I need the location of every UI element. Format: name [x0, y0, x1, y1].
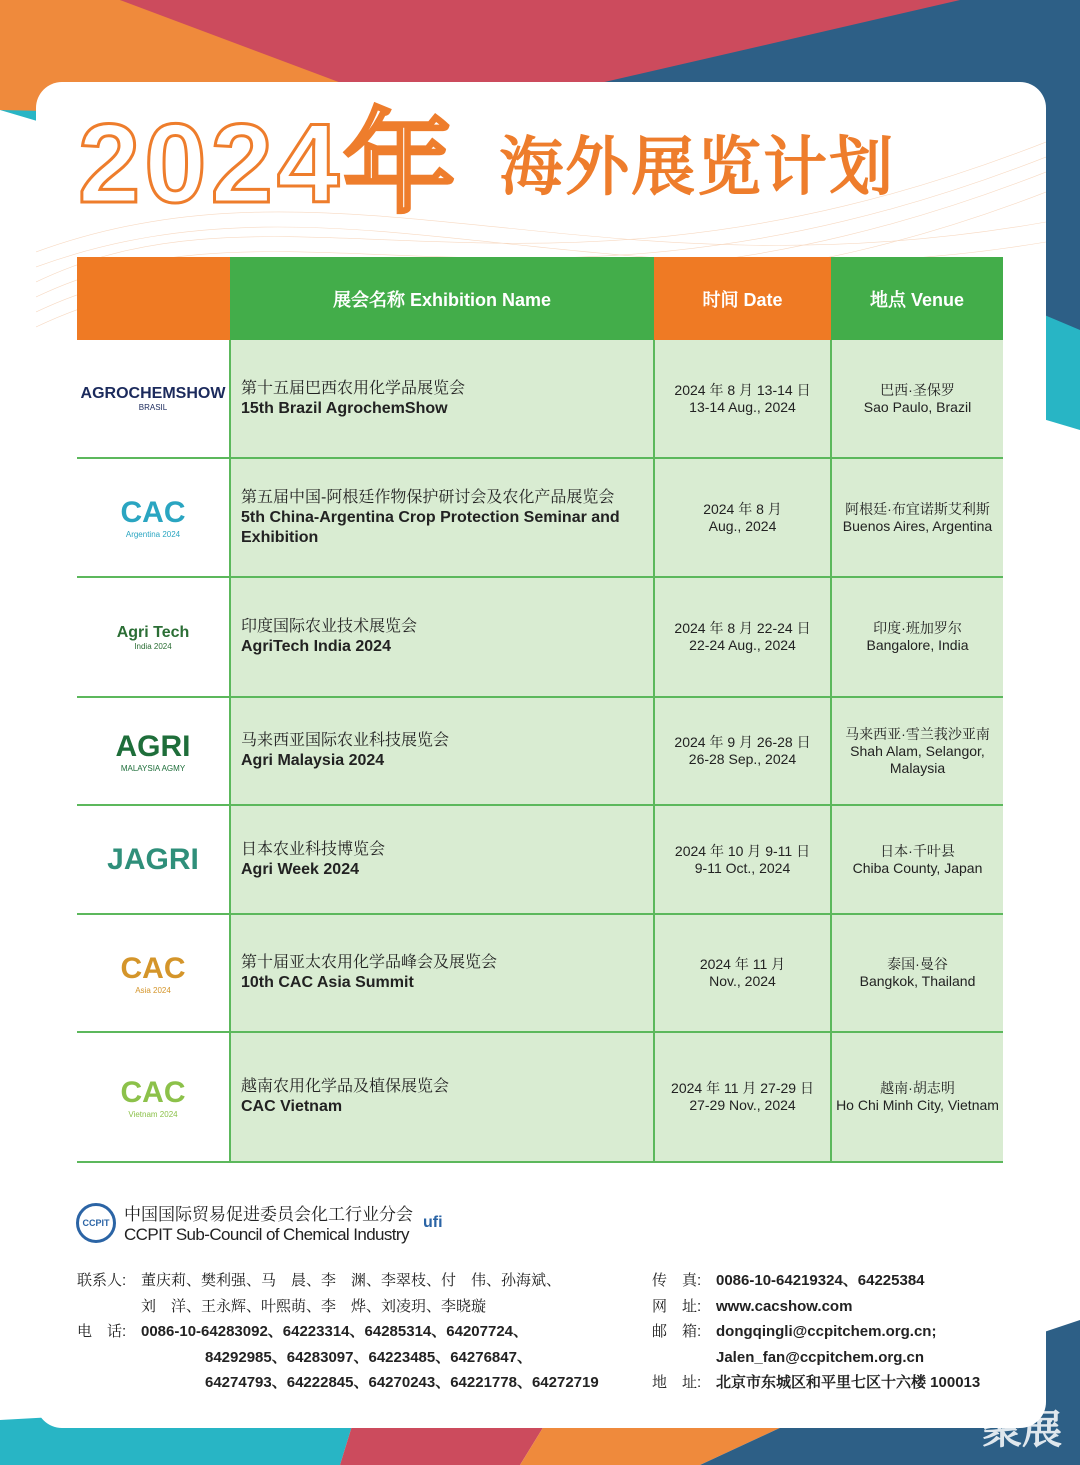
exhibition-name — [230, 805, 654, 914]
name-en: CAC Vietnam — [241, 1098, 343, 1115]
exhibition-logo — [77, 697, 230, 805]
exhibition-venue — [831, 458, 1003, 577]
logo-text: CAC — [120, 951, 186, 985]
exhibition-date — [654, 1032, 831, 1162]
address: 北京市东城区和平里七区十六楼 100013 — [716, 1374, 981, 1391]
exhibition-name — [230, 1032, 654, 1162]
exhibition-logo — [77, 340, 230, 458]
exhibition-venue — [831, 914, 1003, 1032]
name-en: AgriTech India 2024 — [241, 638, 391, 655]
exhibition-table — [77, 257, 1003, 1163]
venue-en: Buenos Aires, Argentina — [842, 517, 993, 534]
table-row — [77, 1032, 1003, 1162]
exhibition-date — [654, 697, 831, 805]
table-row — [77, 697, 1003, 805]
phone-2: 84292985、64283097、64223485、64276847、 — [205, 1348, 532, 1366]
venue-cn: 阿根廷·布宜诺斯艾利斯 — [845, 500, 990, 517]
name-cn: 马来西亚国际农业科技展览会 — [241, 732, 450, 749]
phone-1: 0086-10-64283092、64223314、64285314、64207724、 — [141, 1323, 528, 1340]
exhibition-logo — [77, 1032, 230, 1162]
exhibition-venue — [831, 1032, 1003, 1162]
exhibition-venue — [831, 577, 1003, 697]
exhibition-name — [230, 697, 654, 805]
date-cn: 2024 年 11 月 27-29 日 — [671, 1080, 814, 1096]
venue-cn: 印度·班加罗尔 — [873, 620, 962, 636]
exhibition-date — [654, 458, 831, 577]
people-label: 联系人: — [77, 1272, 127, 1289]
name-cn: 印度国际农业技术展览会 — [241, 618, 418, 635]
date-cn: 2024 年 11 月 — [699, 956, 786, 972]
fax: 0086-10-64219324、64225384 — [716, 1272, 925, 1289]
name-en: 15th Brazil AgrochemShow — [241, 399, 448, 417]
date-cn: 2024 年 10 月 9-11 日 — [674, 842, 811, 859]
logo-subtext: Argentina 2024 — [125, 530, 181, 539]
email-label: 邮 箱: — [652, 1323, 702, 1340]
table-row — [77, 458, 1003, 577]
venue-en: Chiba County, Japan — [852, 859, 983, 876]
header-venue: 地点 Venue — [831, 257, 1003, 340]
name-en: Agri Malaysia 2024 — [241, 752, 385, 769]
page-title — [78, 101, 896, 226]
title-year: 2024年 — [78, 101, 460, 226]
venue-en: Bangkok, Thailand — [859, 973, 976, 989]
email-link-1[interactable]: dongqingli@ccpitchem.org.cn; — [716, 1323, 937, 1340]
people-2: 刘 洋、王永辉、叶熙萌、李 烨、刘凌玥、李晓璇 — [141, 1297, 487, 1315]
logo-subtext: Asia 2024 — [135, 985, 171, 995]
venue-cn: 日本·千叶县 — [880, 842, 955, 859]
exhibition-venue — [831, 697, 1003, 805]
exhibition-date — [654, 577, 831, 697]
date-en: Aug., 2024 — [708, 517, 777, 534]
logo-subtext: India 2024 — [134, 641, 172, 651]
venue-cn: 马来西亚·雪兰莪沙亚南 — [845, 725, 990, 742]
date-cn: 2024 年 8 月 13-14 日 — [674, 381, 811, 398]
date-cn: 2024 年 9 月 26-28 日 — [674, 734, 811, 750]
phone-label: 电 话: — [77, 1323, 127, 1340]
date-en: 27-29 Nov., 2024 — [689, 1097, 796, 1113]
date-en: 9-11 Oct., 2024 — [694, 859, 791, 876]
table-row — [77, 805, 1003, 914]
exhibition-logo — [77, 577, 230, 697]
contacts-right — [652, 1268, 980, 1396]
venue-cn: 泰国·曼谷 — [887, 956, 948, 972]
logo-text: Agri Tech — [116, 623, 190, 641]
venue-en: Sao Paulo, Brazil — [863, 398, 972, 415]
venue-cn: 越南·胡志明 — [880, 1080, 955, 1096]
ccpit-logo: CCPIT — [76, 1203, 116, 1243]
organizer — [76, 1200, 443, 1245]
name-cn: 第五届中国-阿根廷作物保护研讨会及农化产品展览会 — [241, 488, 615, 506]
name-en: Agri Week 2024 — [241, 860, 359, 878]
exhibition-venue — [831, 805, 1003, 914]
date-en: 13-14 Aug., 2024 — [689, 398, 796, 415]
exhibition-name — [230, 577, 654, 697]
table-row — [77, 340, 1003, 458]
venue-en: Shah Alam, Selangor, Malaysia — [850, 742, 985, 776]
email-link-2[interactable]: Jalen_fan@ccpitchem.org.cn — [716, 1348, 925, 1366]
exhibition-venue — [831, 340, 1003, 458]
exhibition-name — [230, 340, 654, 458]
date-cn: 2024 年 8 月 22-24 日 — [674, 620, 811, 636]
exhibition-date — [654, 914, 831, 1032]
logo-subtext: MALAYSIA AGMY — [120, 763, 186, 773]
ufi-logo: ufi — [423, 1213, 443, 1231]
header-date: 时间 Date — [654, 257, 831, 340]
exhibition-logo — [77, 914, 230, 1032]
table-row — [77, 577, 1003, 697]
org-name-en: CCPIT Sub-Council of Chemical Industry — [124, 1225, 409, 1244]
name-cn: 第十五届巴西农用化学品展览会 — [241, 379, 466, 397]
watermark: 聚展 — [982, 1408, 1062, 1452]
addr-label: 地 址: — [652, 1374, 702, 1391]
exhibition-name — [230, 458, 654, 577]
date-en: 22-24 Aug., 2024 — [689, 637, 796, 653]
table-row — [77, 914, 1003, 1032]
header-logo — [77, 257, 230, 340]
logo-text: JAGRI — [107, 842, 199, 876]
name-cn: 第十届亚太农用化学品峰会及展览会 — [241, 954, 498, 971]
name-cn: 越南农用化学品及植保展览会 — [241, 1078, 450, 1095]
venue-en: Ho Chi Minh City, Vietnam — [836, 1097, 999, 1113]
exhibition-date — [654, 340, 831, 458]
exhibition-logo — [77, 805, 230, 914]
website-link[interactable]: www.cacshow.com — [716, 1297, 853, 1315]
header-name: 展会名称 Exhibition Name — [230, 257, 654, 340]
exhibition-date — [654, 805, 831, 914]
web-label: 网 址: — [652, 1297, 702, 1315]
logo-text: CAC — [120, 1075, 186, 1109]
name-en: 10th CAC Asia Summit — [241, 974, 414, 991]
fax-label: 传 真: — [652, 1272, 702, 1289]
phone-3: 64274793、64222845、64270243、64221778、64272719 — [205, 1374, 599, 1391]
date-en: Nov., 2024 — [709, 973, 776, 989]
venue-en: Bangalore, India — [866, 637, 969, 653]
venue-cn: 巴西·圣保罗 — [880, 381, 955, 398]
logo-text: AGROCHEMSHOW — [80, 385, 226, 402]
logo-text: AGRI — [115, 729, 191, 763]
date-cn: 2024 年 8 月 — [703, 500, 782, 517]
contacts-left — [77, 1268, 599, 1396]
exhibition-logo — [77, 458, 230, 577]
org-name-cn: 中国国际贸易促进委员会化工行业分会 — [124, 1205, 413, 1224]
logo-subtext: BRASIL — [138, 403, 168, 412]
people-1: 董庆莉、樊利强、马 晨、李 渊、李翠枝、付 伟、孙海斌、 — [141, 1272, 562, 1289]
logo-text: CAC — [120, 496, 186, 529]
name-cn: 日本农业科技博览会 — [241, 840, 386, 858]
exhibition-name — [230, 914, 654, 1032]
date-en: 26-28 Sep., 2024 — [688, 751, 797, 767]
logo-subtext: Vietnam 2024 — [128, 1109, 178, 1119]
title-subtitle: 海外展览计划 — [499, 131, 896, 203]
name-en: 5th China-Argentina Crop Protection Seminar and Exhibition — [241, 508, 620, 546]
